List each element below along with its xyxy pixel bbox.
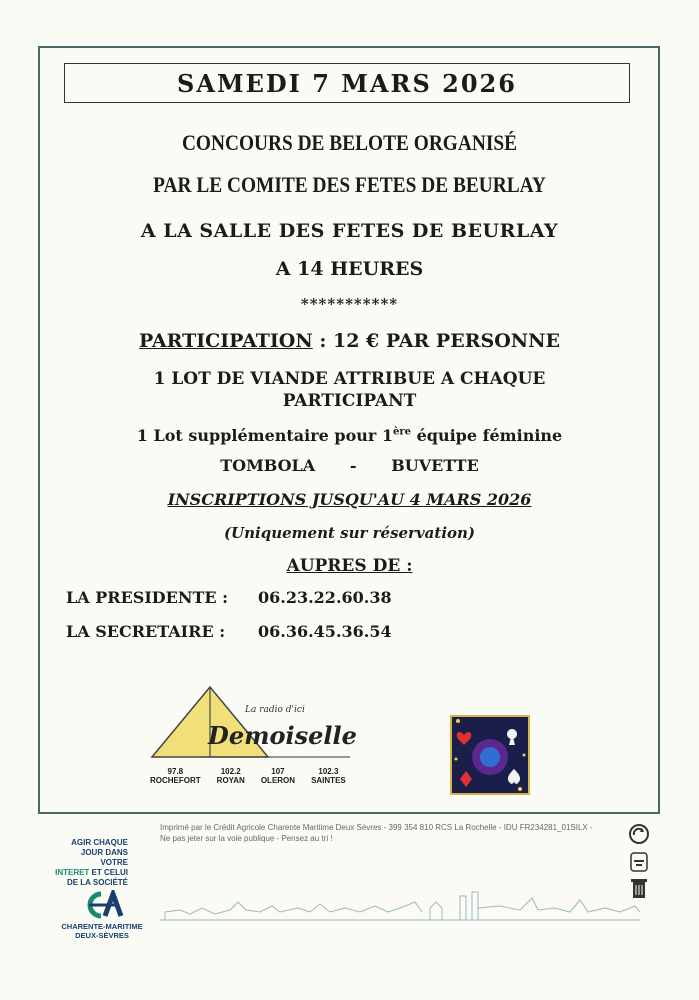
tombola-line: TOMBOLA - BUVETTE bbox=[220, 456, 479, 475]
venue-line: A LA SALLE DES FETES DE BEURLAY bbox=[140, 220, 559, 242]
participation-line bbox=[0, 330, 699, 352]
radio-demoiselle-logo bbox=[150, 685, 360, 795]
frequency-item: 107 OLERON bbox=[260, 767, 296, 785]
separator-stars: *********** bbox=[300, 295, 399, 313]
lot-line-2: PARTICIPANT bbox=[282, 391, 417, 411]
contact-presidente bbox=[66, 588, 392, 607]
ca-region: CHARENTE-MARITIME DEUX-SÈVRES bbox=[61, 922, 143, 940]
contact-phone: 06.36.45.36.54 bbox=[258, 622, 392, 641]
playing-cards-icon bbox=[450, 715, 530, 795]
frequency-item: 102.3 SAINTES bbox=[311, 767, 346, 785]
tri-info-icon bbox=[628, 851, 650, 873]
date-banner bbox=[64, 63, 630, 103]
title-line-1: CONCOURS DE BELOTE ORGANISÉ bbox=[181, 130, 518, 155]
participation-value: : 12 € PAR PERSONNE bbox=[312, 330, 560, 352]
contact-label: LA SECRETAIRE : bbox=[66, 622, 226, 641]
print-line-1: Imprimé par le Crédit Agricole Charente Maritime Deux Sèvres - 399 354 810 RCS La Rochelle - IDU FR234281_01SILX - bbox=[160, 823, 593, 832]
frequency-item: 97.8 ROCHEFORT bbox=[150, 767, 201, 785]
frequency-list bbox=[150, 767, 346, 785]
contact-phone: 06.23.22.60.38 bbox=[258, 588, 392, 607]
lot-fem-prefix: 1 Lot supplémentaire pour 1 bbox=[136, 426, 394, 445]
ca-tagline: AGIR CHAQUE JOUR DANS VOTRE INTERET ET CELUI DE LA SOCIÉTÉ bbox=[55, 838, 128, 887]
time-line: A 14 HEURES bbox=[275, 258, 424, 280]
lot-line-1: 1 LOT DE VIANDE ATTRIBUE A CHAQUE bbox=[153, 369, 546, 389]
recycle-icon bbox=[628, 823, 650, 845]
frequency-item: 102.2 ROYAN bbox=[216, 767, 245, 785]
contact-secretaire bbox=[66, 622, 392, 641]
lot-line bbox=[0, 368, 699, 412]
recycling-icons bbox=[628, 823, 650, 905]
reservation-line: (Uniquement sur réservation) bbox=[223, 524, 476, 542]
title-line-2: PAR LE COMITE DES FETES DE BEURLAY bbox=[153, 172, 546, 197]
contact-label: LA PRESIDENTE : bbox=[66, 588, 229, 607]
skyline-illustration bbox=[160, 888, 650, 926]
lot-feminine-line bbox=[0, 426, 699, 445]
print-mention bbox=[160, 822, 600, 844]
participation-label: PARTICIPATION bbox=[139, 330, 313, 352]
credit-agricole-logo bbox=[52, 838, 152, 940]
radio-name: Demoiselle bbox=[208, 721, 357, 750]
lot-fem-suffix: équipe féminine bbox=[411, 426, 563, 445]
inscriptions-line: INSCRIPTIONS JUSQU'AU 4 MARS 2026 bbox=[167, 490, 532, 509]
aupres-line: AUPRES DE : bbox=[286, 556, 413, 576]
trash-bin-icon bbox=[628, 877, 650, 901]
event-date: SAMEDI 7 MARS 2026 bbox=[177, 68, 517, 98]
radio-tagline: La radio d'ici bbox=[245, 705, 305, 715]
ca-emblem-icon bbox=[79, 890, 125, 920]
print-line-2: Ne pas jeter sur la voie publique - Pensez au tri ! bbox=[160, 834, 333, 843]
lot-fem-sup: ère bbox=[393, 426, 412, 438]
